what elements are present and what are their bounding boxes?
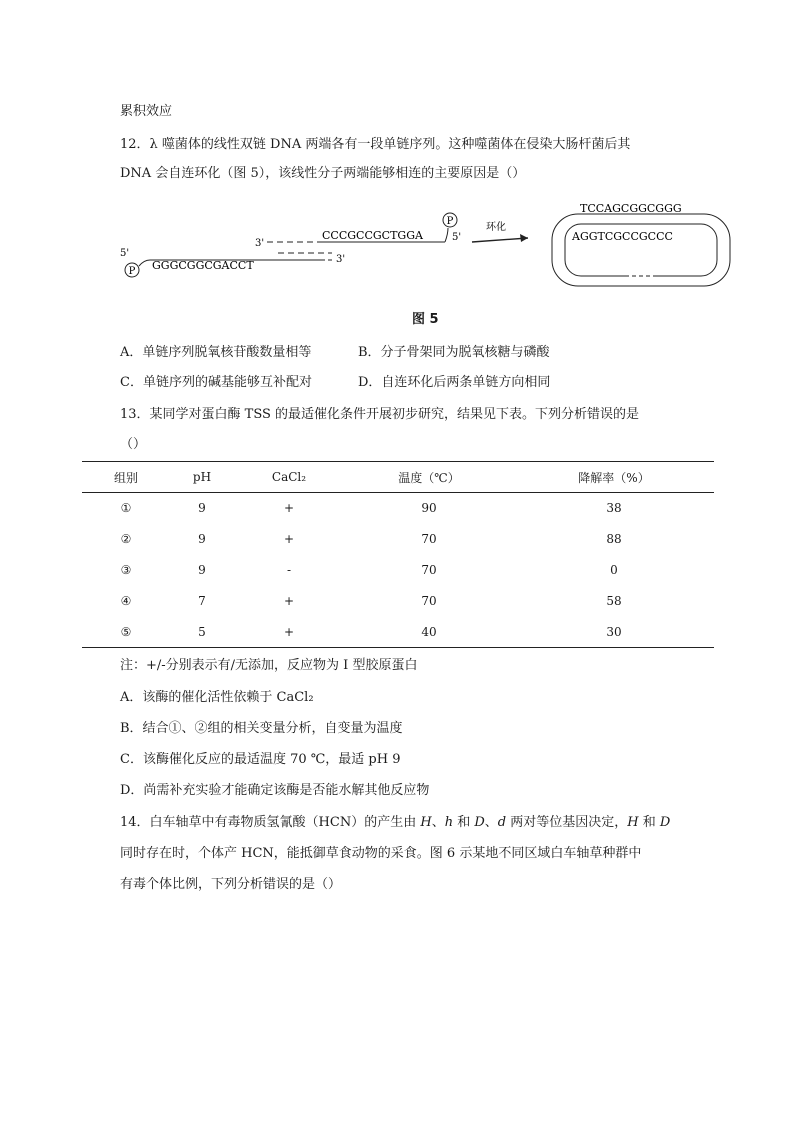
label-5prime-right: 5' <box>452 232 462 243</box>
arrow-label: 环化 <box>486 222 506 233</box>
gene-D: D <box>659 815 671 830</box>
intro-text: 累积效应 <box>120 104 173 119</box>
cell-temperature: 40 <box>344 617 514 648</box>
cell-cacl2: + <box>283 501 295 516</box>
label-3prime-top: 3' <box>255 238 265 249</box>
q13-option-c[interactable]: C．该酶催化反应的最适温度 70 ℃，最适 pH 9 <box>120 752 401 767</box>
cell-group: ① <box>120 501 132 516</box>
q13-option-a[interactable]: A．该酶的催化活性依赖于 CaCl₂ <box>120 690 314 705</box>
cell-degradation-rate: 58 <box>606 594 622 608</box>
gene-d: d <box>497 815 507 830</box>
ring-inner-sequence: AGGTCGCCGCCC <box>572 230 673 243</box>
cell-cacl2: + <box>283 532 295 546</box>
cell-cacl2: - <box>286 563 292 577</box>
cell-cacl2: + <box>234 617 344 648</box>
figure-5-diagram <box>110 200 750 300</box>
q14-text: 两对等位基因决定， <box>506 815 628 830</box>
ring-outer-sequence: TCCAGCGGCGGG <box>580 202 682 215</box>
q13-option-b[interactable]: B．结合①、②组的相关变量分析，自变量为温度 <box>120 721 403 736</box>
figure-5-caption: 图 5 <box>412 312 439 327</box>
cell-temperature: 70 <box>421 532 437 546</box>
cell-ph: 9 <box>198 563 206 577</box>
cell-group: ② <box>120 532 132 546</box>
q12-option-d[interactable]: D．自连环化后两条单链方向相同 <box>358 375 551 390</box>
q14-stem-line2: 同时存在时，个体产 HCN，能抵御草食动物的采食。图 6 示某地不同区域白车轴草种群中 <box>120 846 642 861</box>
q14-stem-line3: 有毒个体比例，下列分析错误的是（） <box>120 877 342 892</box>
q13-option-d[interactable]: D．尚需补充实验才能确定该酶是否能水解其他反应物 <box>120 783 430 798</box>
q12-option-c[interactable]: C．单链序列的碱基能够互补配对 <box>120 375 312 390</box>
phosphate-right-label: P <box>446 216 454 227</box>
label-5prime-left: 5' <box>120 248 130 259</box>
q14-text: 14．白车轴草中有毒物质氢氰酸（HCN）的产生由 <box>120 815 421 830</box>
cell-ph: 7 <box>198 594 206 608</box>
q14-text: 和 <box>638 815 660 830</box>
table-header-row <box>82 462 714 493</box>
cell-temperature: 70 <box>421 594 437 608</box>
header-ph: pH <box>170 462 234 493</box>
label-3prime-bottom: 3' <box>336 254 346 265</box>
cell-group: ⑤ <box>82 617 170 648</box>
table-row <box>82 586 714 617</box>
arrow-icon <box>520 234 528 242</box>
q14-stem-line1 <box>120 815 670 831</box>
cell-ph: 9 <box>198 532 206 546</box>
table-row <box>82 617 714 648</box>
phosphate-left-label: P <box>128 266 136 277</box>
q12-option-a[interactable]: A．单链序列脱氧核苷酸数量相等 <box>120 345 312 360</box>
gene-h: h <box>444 815 454 830</box>
table-row <box>82 493 714 524</box>
header-degradation-rate: 降解率（%） <box>514 462 714 493</box>
cell-degradation-rate: 38 <box>606 501 622 516</box>
table-row <box>82 524 714 555</box>
q14-text: 和 <box>453 815 475 830</box>
gene-D: D <box>474 815 485 830</box>
header-group: 组别 <box>82 462 170 493</box>
q12-stem-line1: 12．λ 噬菌体的线性双链 DNA 两端各有一段单链序列。这种噬菌体在侵染大肠杆菌后其 <box>120 137 631 152</box>
header-temperature: 温度（℃） <box>344 462 514 493</box>
cell-group: ③ <box>120 563 132 577</box>
q13-stem-line1: 13．某同学对蛋白酶 TSS 的最适催化条件开展初步研究，结果见下表。下列分析错误的是 <box>120 407 640 422</box>
gene-H: H <box>627 815 639 830</box>
q14-text: 、 <box>431 815 445 830</box>
q13-stem-line2: （） <box>120 437 147 452</box>
cell-cacl2: + <box>283 594 295 608</box>
cell-degradation-rate: 30 <box>514 617 714 648</box>
cell-ph: 9 <box>198 501 206 516</box>
q14-text: 、 <box>484 815 498 830</box>
cell-ph: 5 <box>170 617 234 648</box>
header-cacl2: CaCl₂ <box>234 462 344 493</box>
cell-degradation-rate: 0 <box>610 563 618 577</box>
q12-stem-line2: DNA 会自连环化（图 5），该线性分子两端能够相连的主要原因是（） <box>120 166 526 181</box>
gene-H: H <box>420 815 432 830</box>
table-row <box>82 555 714 586</box>
table-note: 注：+/-分别表示有/无添加，反应物为 I 型胶原蛋白 <box>120 658 418 673</box>
q12-option-b[interactable]: B．分子骨架同为脱氧核糖与磷酸 <box>358 345 550 360</box>
cell-degradation-rate: 88 <box>606 532 622 546</box>
top-strand-sequence: CCCGCCGCTGGA <box>322 229 423 242</box>
cell-group: ④ <box>120 594 132 608</box>
cell-temperature: 70 <box>421 563 437 577</box>
cell-temperature: 90 <box>421 501 437 516</box>
bottom-strand-sequence: GGGCGGCGACCT <box>152 259 254 272</box>
enzyme-results-table <box>82 461 714 648</box>
